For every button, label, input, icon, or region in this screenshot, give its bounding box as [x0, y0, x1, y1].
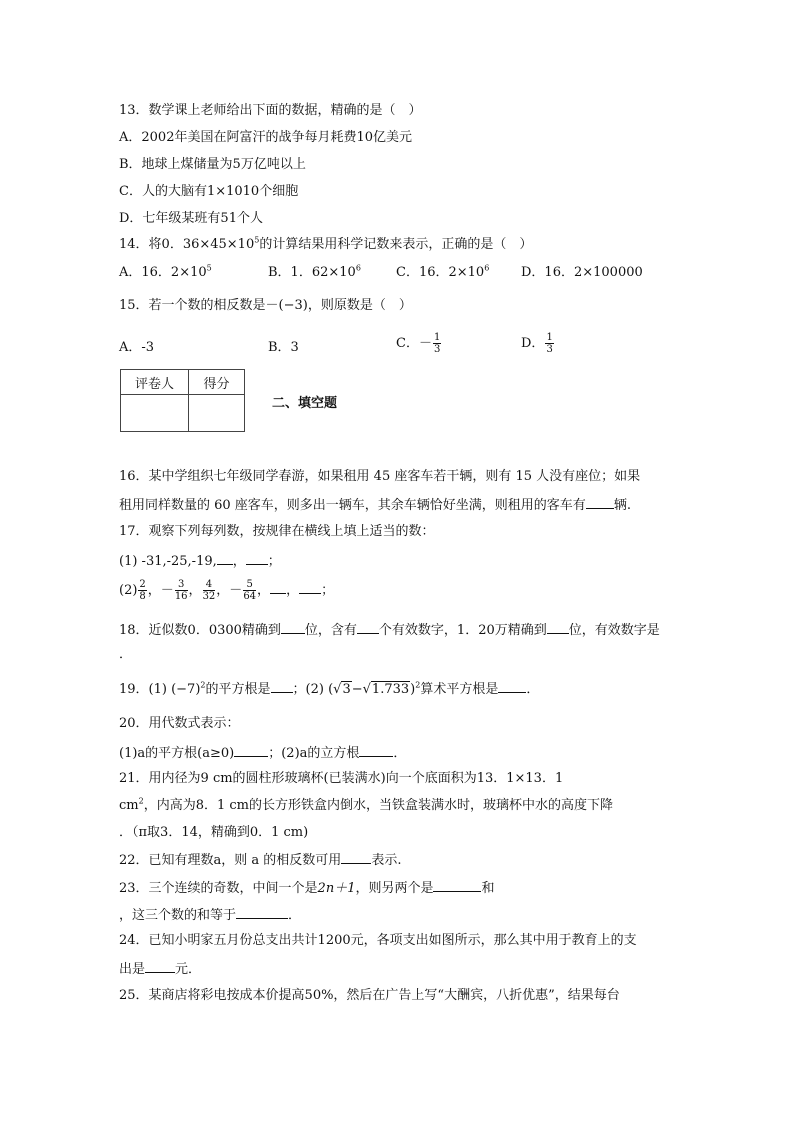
q17-part2-end: ；	[321, 583, 335, 598]
q16-text-end: 辆.	[613, 498, 631, 513]
q17-f4-den: 64	[243, 591, 257, 602]
q24-text-a: 出是	[119, 962, 146, 977]
q23-text-a: 23．三个连续的奇数，中间一个是	[119, 881, 318, 896]
q17-part1-text: (1) -31,-25,-19,	[119, 554, 217, 569]
q17-sep-4: ，	[257, 583, 271, 598]
q15-option-b: B．3	[268, 340, 299, 355]
q24-blank[interactable]	[145, 959, 175, 973]
q14-c-text: C．16．2×10	[396, 265, 485, 280]
q13-stem: 13．数学课上老师给出下面的数据，精确的是（ ）	[119, 103, 422, 118]
q22-blank[interactable]	[341, 850, 371, 864]
q14-option-d: D．16．2×100000	[521, 265, 643, 280]
q19-exp-2: 2	[415, 680, 421, 690]
q16-answer-blank[interactable]	[586, 495, 614, 509]
q14-stem-text-2: 的计算结果用科学记数来表示，正确的是（ ）	[259, 237, 533, 252]
q21-line1: 21．用内径为9 cm的圆柱形玻璃杯(已装满水)向一个底面积为13．1×13．1	[119, 771, 564, 786]
q20-stem: 20．用代数式表示：	[119, 716, 240, 731]
q17-fraction-4	[243, 579, 256, 602]
q17-part1-end: ；	[267, 554, 281, 569]
q17-sep-3: ，－	[216, 583, 243, 598]
q19-line	[119, 679, 539, 699]
q18-text-b: 位，含有	[304, 623, 357, 638]
q20-blank-1[interactable]	[234, 743, 268, 757]
q15-c-denominator: 3	[433, 344, 441, 355]
q17-part1-sep: ，	[232, 554, 246, 569]
q17-part2-blank-1[interactable]	[270, 580, 286, 594]
q17-part2-label: (2)	[119, 583, 138, 598]
q17-f3-den: 32	[202, 591, 216, 602]
q15-c-numerator: 1	[433, 332, 441, 343]
q17-f2-num: 3	[175, 579, 188, 591]
q18-text-d: 位，有效数字是	[568, 623, 660, 638]
q18-blank-1[interactable]	[281, 620, 305, 634]
q20-blank-2[interactable]	[359, 743, 393, 757]
q17-part2	[119, 578, 334, 604]
q15-option-c	[396, 332, 442, 355]
q17-fraction-1	[138, 579, 146, 602]
q19-text-e: 算术平方根是	[420, 682, 499, 697]
q14-a-exponent: 5	[206, 263, 212, 273]
q15-d-numerator: 1	[546, 332, 553, 343]
q13-option-b: B．地球上煤储量为5万亿吨以上	[119, 157, 306, 172]
q23-line2	[119, 905, 301, 925]
q24-text-b: 元．	[175, 962, 202, 977]
q18-blank-2[interactable]	[357, 620, 379, 634]
q21-text: ，内高为8．1 cm的长方形铁盒内倒水，当铁盒装满水时，玻璃杯中水的高度下降	[143, 798, 613, 813]
q19-minus: −	[351, 682, 363, 697]
q23-text-e: ．	[288, 908, 302, 923]
q20-line2	[119, 743, 406, 763]
q22-text-a: 22．已知有理数a，则 a 的相反数可用	[119, 853, 342, 868]
q18-line2: ．	[119, 647, 133, 662]
q23-text-d: ，这三个数的和等于	[119, 908, 237, 923]
q23-blank-1[interactable]	[433, 878, 481, 892]
q20-text-c: ．	[393, 746, 407, 761]
q15-stem: 15．若一个数的相反数是－(−3)，则原数是（ ）	[119, 298, 412, 313]
q15-c-fraction	[433, 332, 441, 355]
q13-option-d: D．七年级某班有51个人	[119, 211, 263, 226]
q21-unit-exp: 2	[138, 796, 144, 806]
q21-line2	[119, 797, 613, 815]
q16-text: 租用同样数量的 60 座客车，则多出一辆车，其余车辆恰好坐满，则租用的客车有	[119, 498, 586, 513]
q22-text-b: 表示.	[371, 853, 402, 868]
section-title-fill-in: 二、填空题	[272, 396, 338, 411]
q23-text-c: 和	[481, 881, 495, 896]
q17-stem: 17．观察下列每列数，按规律在横线上填上适当的数：	[119, 524, 435, 539]
q13-option-c: C．人的大脑有1×1010个细胞	[119, 184, 299, 199]
q20-text-b: ；(2)a的立方根	[268, 746, 360, 761]
q19-sqrt-1: √3	[333, 682, 351, 697]
q18-blank-3[interactable]	[547, 620, 569, 634]
q15-option-d	[521, 332, 555, 355]
q14-option-a	[119, 264, 212, 282]
q19-radicand-1: 3	[342, 682, 351, 697]
q14-b-exponent: 6	[355, 263, 361, 273]
q18-text-a: 18．近似数0．0300精确到	[119, 623, 281, 638]
q15-d-fraction	[545, 332, 553, 355]
q17-f1-num: 2	[139, 579, 146, 590]
q16-line2	[119, 495, 631, 515]
q17-sep-2: ，	[188, 583, 202, 598]
score-table	[120, 369, 245, 432]
grader-header: 评卷人	[121, 370, 189, 395]
q23-line1	[119, 878, 495, 898]
q21-line3: ．（π取3．14，精确到0．1 cm)	[119, 825, 309, 840]
q14-stem-exponent: 5	[254, 235, 260, 245]
q17-part1-blank-1[interactable]	[217, 551, 233, 565]
q19-text-f: ．	[526, 682, 540, 697]
q23-blank-2[interactable]	[236, 905, 288, 919]
q16-line1: 16．某中学组织七年级同学春游，如果租用 45 座客车若干辆，则有 15 人没有座位；如果	[119, 469, 641, 484]
q14-c-exponent: 6	[484, 263, 490, 273]
q19-radicand-2: 1.733	[371, 682, 410, 697]
q23-text-b: ，则另两个是	[355, 881, 434, 896]
q18-line1	[119, 620, 660, 640]
q17-part1	[119, 551, 281, 571]
q19-text-d: )	[410, 682, 416, 697]
q14-stem-text: 14．将0．36×45×10	[119, 237, 255, 252]
q17-f3-num: 4	[203, 579, 216, 591]
q14-option-b	[268, 264, 361, 282]
q15-d-denominator: 3	[546, 344, 553, 355]
q25-line1: 25．某商店将彩电按成本价提高50%，然后在广告上写“大酬宾，八折优惠”，结果每台	[119, 988, 620, 1003]
q17-f4-num: 5	[243, 579, 256, 591]
q14-option-c	[396, 264, 489, 282]
q17-fraction-2	[175, 579, 188, 602]
q17-f1-den: 8	[139, 591, 146, 602]
q17-fraction-3	[203, 579, 216, 602]
q17-f2-den: 16	[174, 591, 188, 602]
grader-cell[interactable]	[121, 395, 189, 432]
q15-option-a: A．-3	[119, 340, 155, 355]
q15-c-label: C．－	[396, 336, 432, 351]
q17-part2-blank-2[interactable]	[299, 580, 321, 594]
q19-blank-2[interactable]	[498, 679, 526, 693]
q17-sep-1: ，－	[147, 583, 174, 598]
q19-text-c: ；(2) (	[292, 682, 334, 697]
q22-line	[119, 850, 401, 870]
q24-line2	[119, 959, 201, 979]
q14-stem	[119, 236, 532, 254]
q21-unit: cm	[119, 798, 139, 813]
q19-text-a: 19．(1) (−7)	[119, 682, 201, 697]
q23-expression: 2n＋1	[317, 881, 356, 896]
q19-blank-1[interactable]	[271, 679, 293, 693]
q19-exp-1: 2	[200, 680, 206, 690]
q15-d-label: D．	[521, 336, 545, 351]
q19-text-b: 的平方根是	[205, 682, 271, 697]
score-header: 得分	[189, 370, 245, 395]
q14-a-text: A．16．2×10	[119, 265, 207, 280]
q18-text-c: 个有效数字，1．20万精确到	[378, 623, 547, 638]
q24-line1: 24．已知小明家五月份总支出共计1200元，各项支出如图所示，那么其中用于教育上的支	[119, 933, 637, 948]
q17-part1-blank-2[interactable]	[246, 551, 268, 565]
q13-option-a: A．2002年美国在阿富汗的战争每月耗费10亿美元	[119, 130, 413, 145]
q14-b-text: B．1．62×10	[268, 265, 356, 280]
q17-sep-5: ，	[286, 583, 300, 598]
score-cell[interactable]	[189, 395, 245, 432]
q20-text-a: (1)a的平方根(a≥0)	[119, 746, 235, 761]
q19-sqrt-2: √1.733	[362, 682, 410, 697]
